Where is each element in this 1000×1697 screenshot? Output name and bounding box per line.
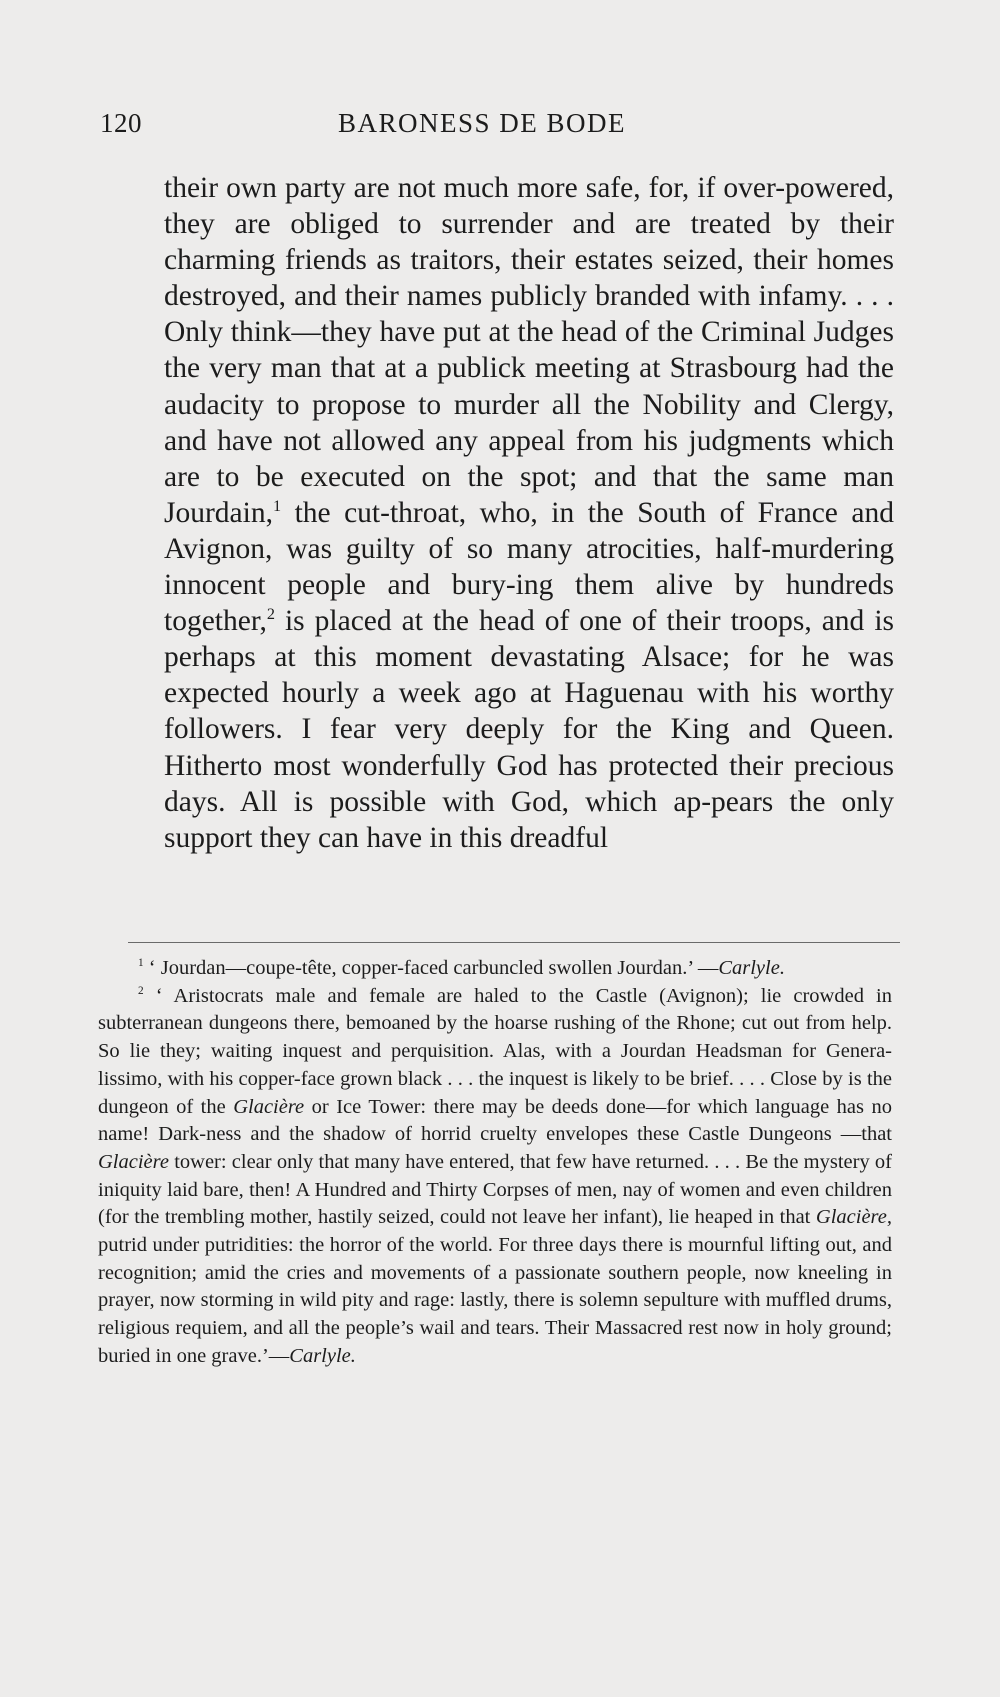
running-title: BARONESS DE BODE — [338, 108, 627, 138]
footnote-ref-1: 1 — [272, 497, 282, 516]
footnote-1-source: Carlyle. — [718, 957, 785, 979]
page-number: 120 — [100, 108, 142, 138]
footnote-2-text-b: or Ice Tower: there may be deeds done—for which language has no name! Dark-ness and the shadow of horrid cruelty envelopes these Castle Dungeons —that — [98, 1095, 892, 1146]
main-text — [164, 170, 894, 856]
body-paragraph — [164, 170, 894, 856]
body-text-3: is placed at the head of one of their troops, and is perhaps at this moment devastating Alsace; for he was expected hourly a week ago at Haguenau with his worthy followers. I fear very deeply for the King and Queen. Hitherto most wonderfully God has protected their precious days. All is possible with God, which ap-pears the only support they can have in this dreadful — [164, 605, 894, 854]
footnote-2-source: Carlyle. — [289, 1344, 356, 1367]
footnote-2-glaciere-2: Glacière — [98, 1150, 169, 1173]
footnote-2 — [98, 983, 892, 1371]
footnote-divider — [128, 942, 900, 943]
footnote-2-text-d: putrid under putridities: the horror of the world. For three days there is mournful lifting out, and recognition; amid the cries and movements of a passionate southern people, now kneeling in prayer, now storming in wild pity and rage: lastly, there is solemn sepulture with muffled drums, religious requiem, and all the people’s wail and tears. Their Massacred rest now in holy ground; buried in one grave.’— — [98, 1234, 892, 1367]
footnote-ref-2: 2 — [266, 605, 275, 624]
body-text-1: their own party are not much more safe, for, if over-powered, they are obliged to surrender and are treated by their charming friends as traitors, their estates seized, their homes destroyed, and their names publicly branded with infamy. . . . Only think—they have put at the head of the Criminal Judges the very man that at a publick meeting at Strasbourg had the audacity to propose to murder all the Nobility and Clergy, and have not allowed any appeal from his judgments which are to be executed on the spot; and that the same man Jourdain, — [164, 172, 894, 529]
footnote-2-marker: 2 — [138, 984, 144, 997]
footnotes — [98, 955, 892, 1371]
footnote-1 — [98, 955, 892, 983]
footnote-2-text-a: ‘ Aristocrats male and female are haled to the Castle (Avignon); lie crowded in subterranean dungeons there, bemoaned by the hoarse rushing of the Rhone; cut out from help. So lie they; waiting inquest and perquisition. Alas, with a Jourdan Headsman for Genera-lissimo, with his copper-face grown black . . . the inquest is likely to be brief. . . . Close by is the dungeon of the — [98, 984, 892, 1118]
running-head — [100, 108, 900, 148]
footnote-2-glaciere-3: Glacière, — [815, 1206, 892, 1229]
footnote-1-marker: 1 — [138, 957, 144, 970]
footnote-1-text: ‘ Jourdan—coupe-tête, copper-faced carbuncled swollen Jourdan.’ — — [143, 957, 719, 979]
footnote-2-text-c: tower: clear only that many have entered, that few have returned. . . . Be the mystery of iniquity laid bare, then! A Hundred and Thirty Corpses of men, nay of women and even children (for the trembling mother, hastily seized, could not leave her infant), lie heaped in that — [98, 1150, 892, 1229]
footnote-2-glaciere-1: Glacière — [233, 1095, 305, 1118]
body-text-2: the cut-throat, who, in the South of France and Avignon, was guilty of so many atrocities, half-murdering innocent people and bury-ing them alive by hundreds together, — [164, 496, 894, 638]
